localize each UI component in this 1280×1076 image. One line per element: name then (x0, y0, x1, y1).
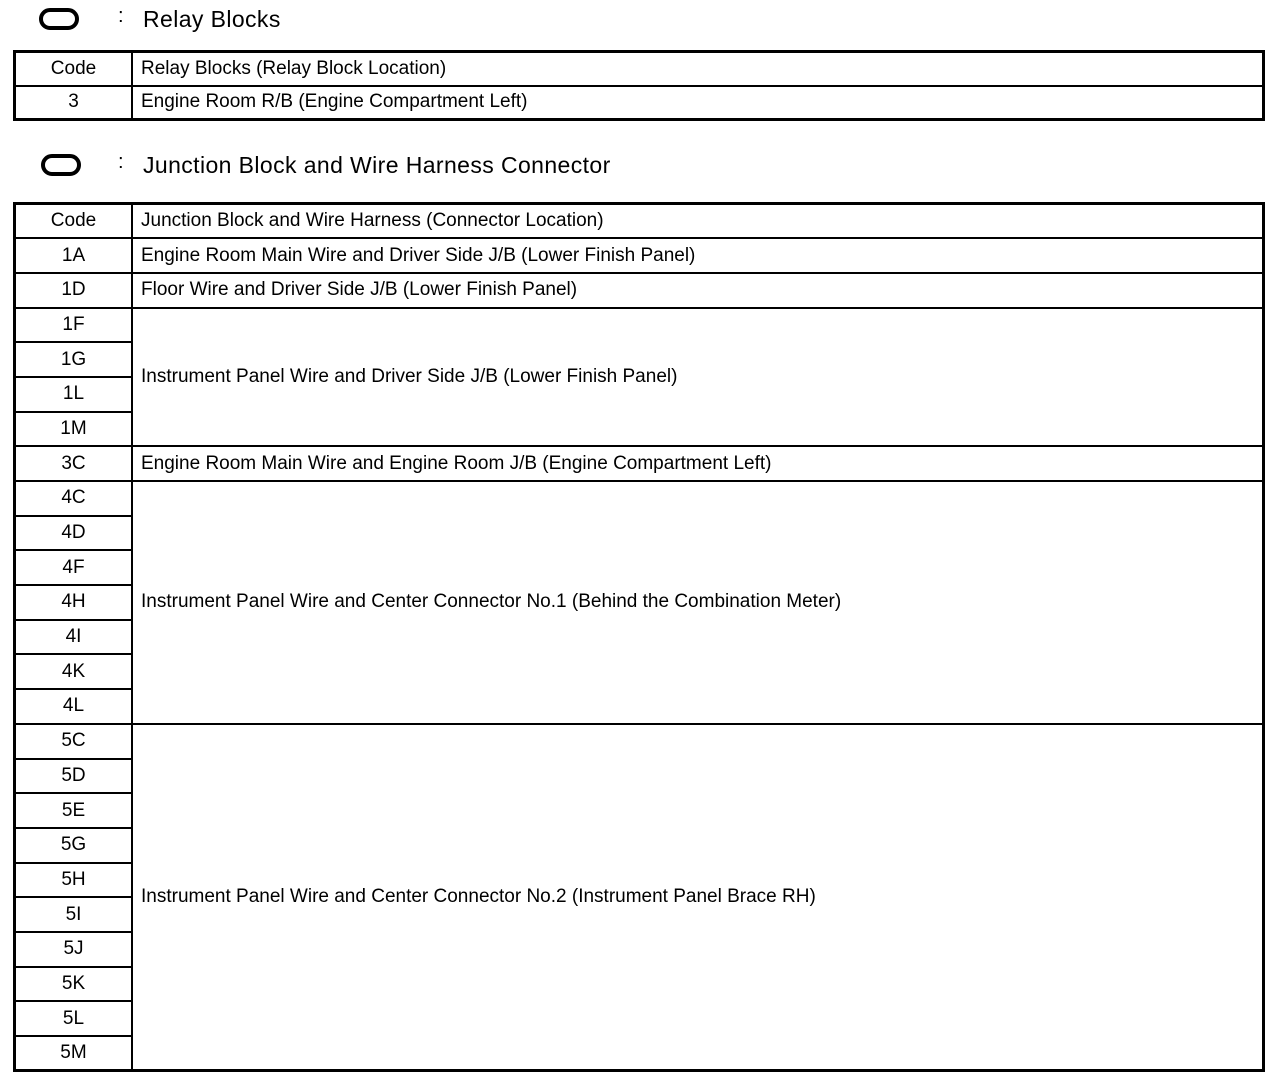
code-cell: 4C (15, 481, 133, 516)
code-cell: 5K (15, 967, 133, 1002)
code-header: Code (15, 204, 133, 239)
description-cell: Instrument Panel Wire and Center Connector No.2 (Instrument Panel Brace RH) (132, 724, 1264, 1071)
code-cell: 5D (15, 759, 133, 794)
code-cell: 4K (15, 654, 133, 689)
table-row (15, 238, 1264, 273)
junction-block-legend (0, 150, 900, 184)
description-cell: Instrument Panel Wire and Center Connector No.1 (Behind the Combination Meter) (132, 481, 1264, 724)
table-row (15, 446, 1264, 481)
table-header-row (15, 204, 1264, 239)
table-row (15, 273, 1264, 308)
legend-colon: : (118, 151, 124, 173)
description-cell: Instrument Panel Wire and Driver Side J/B (Lower Finish Panel) (132, 308, 1264, 447)
code-cell: 5C (15, 724, 133, 759)
code-cell: 4F (15, 550, 133, 585)
code-cell: 5L (15, 1001, 133, 1036)
code-cell: 5E (15, 793, 133, 828)
description-cell: Engine Room R/B (Engine Compartment Left) (132, 86, 1264, 120)
description-cell: Engine Room Main Wire and Engine Room J/B (Engine Compartment Left) (132, 446, 1264, 481)
table-row (15, 86, 1264, 120)
table-row (15, 308, 1264, 343)
relay-blocks-table (13, 50, 1265, 121)
code-cell: 5J (15, 932, 133, 967)
code-cell: 1D (15, 273, 133, 308)
code-cell: 4H (15, 585, 133, 620)
relay-block-symbol-icon (39, 8, 79, 30)
code-cell: 4D (15, 516, 133, 551)
code-header: Code (15, 52, 133, 86)
description-header: Junction Block and Wire Harness (Connector Location) (132, 204, 1264, 239)
junction-block-symbol-icon (41, 154, 81, 176)
code-cell: 5G (15, 828, 133, 863)
code-cell: 5M (15, 1036, 133, 1071)
description-header: Relay Blocks (Relay Block Location) (132, 52, 1264, 86)
code-cell: 1M (15, 412, 133, 447)
relay-blocks-legend (0, 4, 900, 38)
code-cell: 1G (15, 342, 133, 377)
code-cell: 4L (15, 689, 133, 724)
junction-block-title: Junction Block and Wire Harness Connector (143, 152, 611, 178)
description-cell: Engine Room Main Wire and Driver Side J/B (Lower Finish Panel) (132, 238, 1264, 273)
code-cell: 5I (15, 897, 133, 932)
code-cell: 1F (15, 308, 133, 343)
code-cell: 1A (15, 238, 133, 273)
table-header-row (15, 52, 1264, 86)
legend-colon: : (118, 5, 124, 27)
relay-blocks-title: Relay Blocks (143, 6, 281, 32)
code-cell: 3 (15, 86, 133, 120)
code-cell: 5H (15, 863, 133, 898)
description-cell: Floor Wire and Driver Side J/B (Lower Finish Panel) (132, 273, 1264, 308)
code-cell: 3C (15, 446, 133, 481)
table-row (15, 724, 1264, 759)
code-cell: 1L (15, 377, 133, 412)
junction-block-table (13, 202, 1265, 1072)
code-cell: 4I (15, 620, 133, 655)
table-row (15, 481, 1264, 516)
